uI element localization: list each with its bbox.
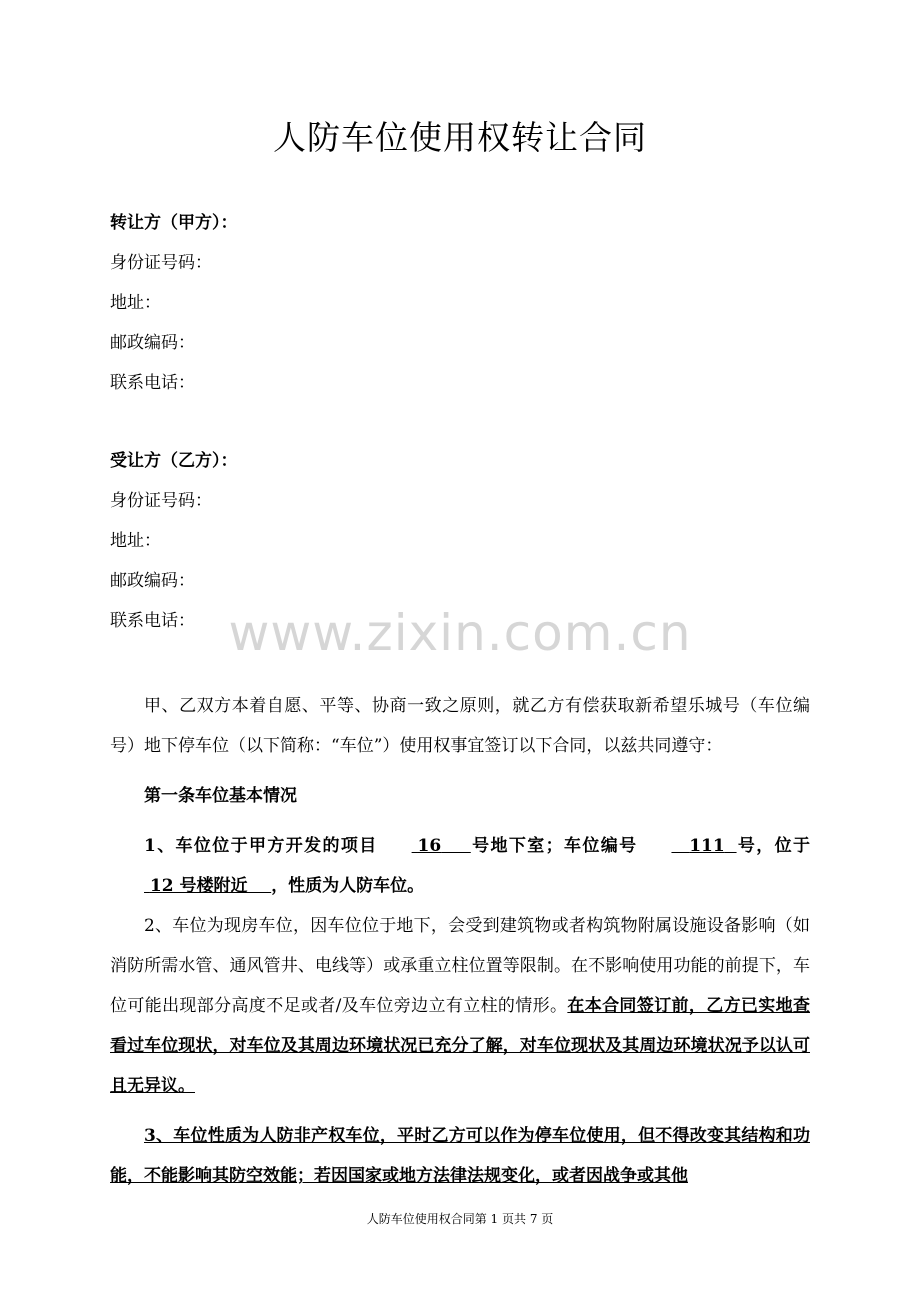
page-title: 人防车位使用权转让合同 bbox=[273, 118, 647, 157]
space-number-field bbox=[637, 826, 736, 866]
location-value: 12 号楼附近 bbox=[149, 876, 248, 896]
page-footer: 人防车位使用权合同第 1 页共 7 页 bbox=[366, 1212, 554, 1226]
location-field bbox=[110, 866, 271, 906]
party-a-postcode-label: 邮政编码： bbox=[110, 333, 195, 353]
watermark: www.zixin.com.cn bbox=[228, 604, 692, 662]
article1-clause3: 3、车位性质为人防非产权车位，平时乙方可以作为停车位使用，但不得改变其结构和功能，不能影响其防空效能；若因国家或地方法律法规变化，或者因战争或其他 bbox=[110, 1126, 810, 1186]
basement-number-field bbox=[378, 826, 471, 866]
clause1-text-4: ，性质为人防车位。 bbox=[271, 876, 425, 896]
party-a-heading: 转让方（甲方）： bbox=[110, 213, 238, 233]
party-a-id-label: 身份证号码： bbox=[110, 253, 212, 273]
party-a-block bbox=[110, 208, 238, 408]
party-b-id-label: 身份证号码： bbox=[110, 491, 212, 511]
article1-clause2 bbox=[110, 906, 810, 1106]
clause2-plain-text: 2、车位为现房车位，因车位位于地下，会受到建筑物或者构筑物附属设施设备影响（如消防所需水管、通风管井、电线等）或承重立柱位置等限制。在不影响使用功能的前提下，车位可能出现部分高度不足或者/及车位旁边立有立柱的情形。 bbox=[110, 916, 810, 1016]
clause1-text-3: 号，位于 bbox=[736, 836, 811, 856]
party-b-phone-label: 联系电话： bbox=[110, 611, 195, 631]
party-b-address-label: 地址： bbox=[110, 531, 161, 551]
clause2-emphasis-text: 在本合同签订前，乙方已实地查看过车位现状，对车位及其周边环境状况已充分了解，对车位现状及其周边环境状况予以认可且无异议。 bbox=[110, 996, 810, 1096]
article1-clause1 bbox=[110, 826, 810, 906]
contract-body bbox=[110, 686, 810, 1196]
party-a-phone-label: 联系电话： bbox=[110, 373, 195, 393]
clause1-text-1: 1、车位位于甲方开发的项目 bbox=[144, 836, 378, 856]
basement-number-value: 16 bbox=[417, 836, 442, 856]
clause1-text-2: 号地下室；车位编号 bbox=[470, 836, 638, 856]
preamble-paragraph: 甲、乙双方本着自愿、平等、协商一致之原则，就乙方有偿获取新希望乐城号（车位编号）地下停车位（以下简称：“车位”）使用权事宜签订以下合同，以兹共同遵守： bbox=[110, 696, 810, 756]
party-b-postcode-label: 邮政编码： bbox=[110, 571, 195, 591]
party-a-address-label: 地址： bbox=[110, 293, 161, 313]
party-b-heading: 受让方（乙方）： bbox=[110, 451, 238, 471]
space-number-value: 111 bbox=[689, 836, 725, 856]
article1-heading: 第一条车位基本情况 bbox=[144, 786, 297, 806]
